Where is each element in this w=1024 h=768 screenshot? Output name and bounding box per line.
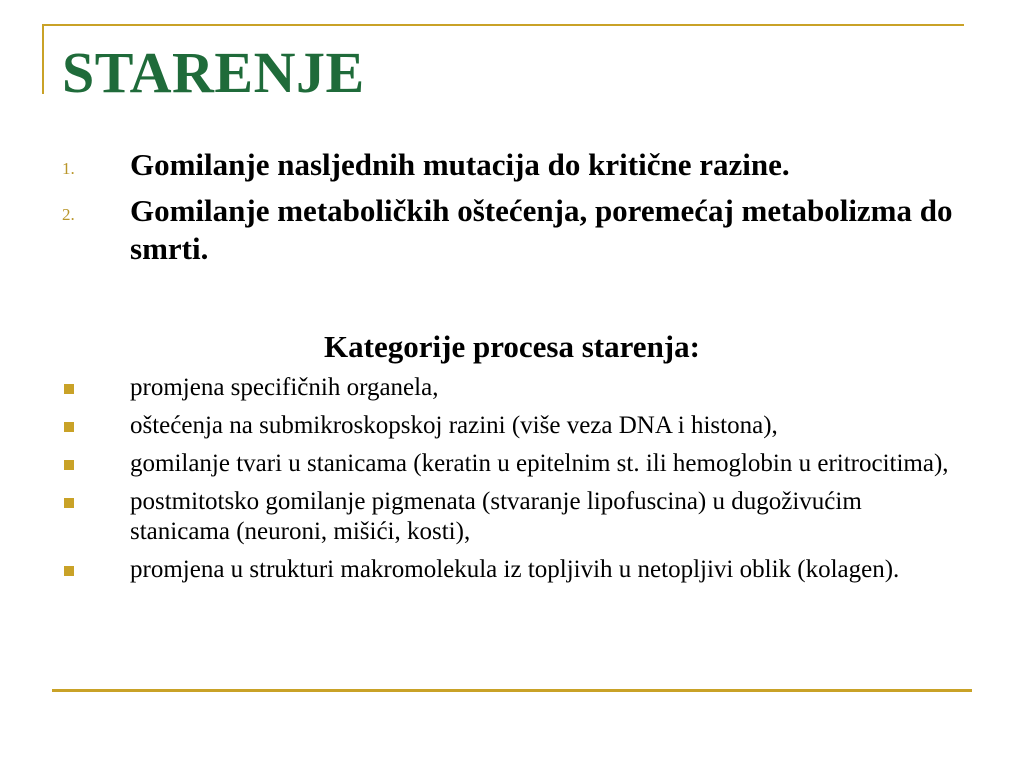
bullet-square-icon xyxy=(64,384,74,394)
list-item xyxy=(62,555,962,585)
subheading: Kategorije procesa starenja: xyxy=(324,329,700,364)
bullet-text: gomilanje tvari u stanicama (keratin u epitelnim st. ili hemoglobin u eritrocitima), xyxy=(130,450,949,477)
numbered-item xyxy=(62,192,962,268)
bullet-square-icon xyxy=(64,566,74,576)
item-text: Gomilanje metaboličkih oštećenja, poremećaj metabolizma do smrti. xyxy=(130,193,953,266)
list-item xyxy=(62,449,962,479)
numbered-item xyxy=(62,146,962,184)
bullet-square-icon xyxy=(64,498,74,508)
bullet-text: postmitotsko gomilanje pigmenata (stvaranje lipofuscina) u dugoživućim stanicama (neuroni, mišići, kosti), xyxy=(130,488,862,545)
item-number: 1. xyxy=(62,159,75,178)
slide-title: STARENJE xyxy=(62,40,365,105)
list-item xyxy=(62,411,962,441)
list-item xyxy=(62,487,962,547)
item-text: Gomilanje nasljednih mutacija do kritične razine. xyxy=(130,147,790,182)
top-divider xyxy=(42,24,964,26)
bullet-square-icon xyxy=(64,422,74,432)
bullet-text: promjena specifičnih organela, xyxy=(130,374,439,401)
bullet-square-icon xyxy=(64,460,74,470)
bullet-text: oštećenja na submikroskopskoj razini (više veza DNA i histona), xyxy=(130,412,778,439)
numbered-list xyxy=(62,146,962,276)
bullet-text: promjena u strukturi makromolekula iz topljivih u netopljivi oblik (kolagen). xyxy=(130,556,900,583)
bottom-divider xyxy=(52,689,972,692)
left-divider xyxy=(42,24,44,94)
list-item xyxy=(62,373,962,403)
bullet-list xyxy=(62,373,962,593)
item-number: 2. xyxy=(62,205,75,224)
